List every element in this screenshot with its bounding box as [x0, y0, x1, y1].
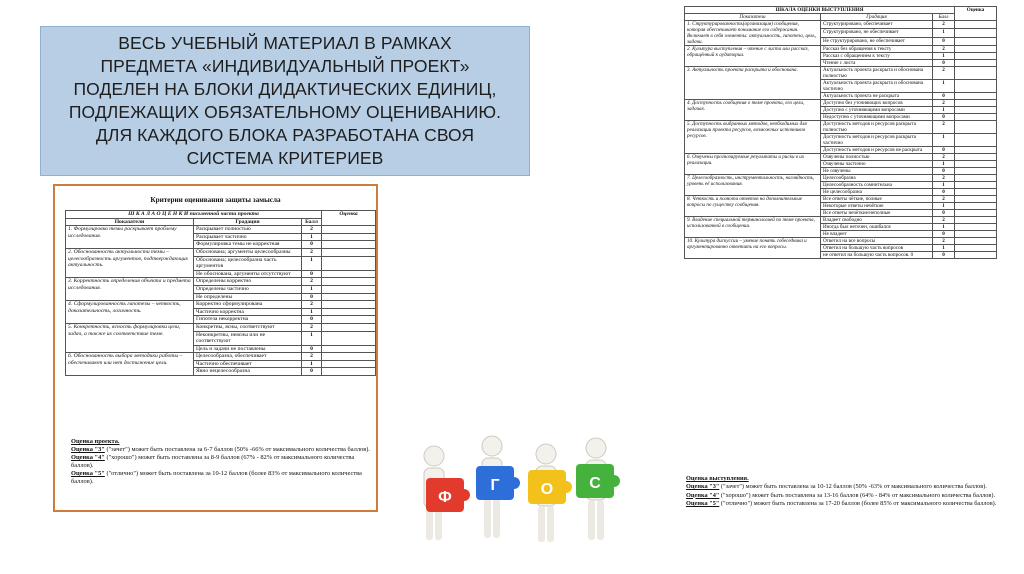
score-cell [955, 107, 997, 114]
score-cell [955, 203, 997, 210]
indicator-cell: 9. Владение специальной терминологией по теме проекта, использованной в сообщении. [685, 217, 821, 238]
table-row [66, 278, 376, 286]
score-cell [322, 345, 376, 353]
points-cell: 0 [933, 37, 955, 45]
gradation-cell: Недоступно с уточняющими вопросами [821, 114, 933, 121]
puzzle-knob [508, 477, 520, 489]
points-cell: 2 [933, 21, 955, 29]
gradation-cell: Структурировано, обеспечивает [821, 21, 933, 29]
score-cell [955, 175, 997, 182]
points-cell: 2 [302, 353, 322, 361]
gradation-cell: Не структурировано, не обеспечивает [821, 37, 933, 45]
gradation-cell: Раскрывает частично [194, 233, 302, 241]
points-cell: 1 [933, 80, 955, 93]
indicator-cell: 1. Формулировка темы раскрывает проблему исследования. [66, 226, 194, 249]
score-cell [322, 278, 376, 286]
indicator-cell: 6. Обоснованность выбора методики работы – обеспечивают или нет достижение цели. [66, 353, 194, 376]
banner-line: ПОДЕЛЕН НА БЛОКИ ДИДАКТИЧЕСКИХ ЕДИНИЦ, [73, 79, 497, 99]
points-cell: 2 [302, 301, 322, 309]
indicator-cell: 3. Корректность определения объекта и предмета исследования. [66, 278, 194, 301]
indicator-cell: 4. Доступность сообщения о теме проекта, его цели, задачах. [685, 100, 821, 121]
score-cell [322, 301, 376, 309]
grade-label: Оценка "5" [686, 499, 720, 507]
score-cell [955, 114, 997, 121]
gradation-cell: Не целесообразна [821, 189, 933, 196]
points-cell: 0 [933, 189, 955, 196]
grade-note [686, 500, 998, 508]
table-row [685, 175, 997, 182]
score-cell [955, 93, 997, 100]
presentation-criteria-document [682, 4, 1000, 544]
indicator-cell: 4. Сформулированность гипотезы – четкость, доказательность, логичность. [66, 301, 194, 324]
gradation-cell: Обоснована; аргументы целесообразны [194, 248, 302, 256]
grade-note [686, 492, 998, 500]
gradation-cell: Явно нецелесообразна [194, 368, 302, 376]
puzzle-letter: Г [490, 477, 500, 494]
gradation-cell: Актуальность проекта не раскрыта [821, 93, 933, 100]
score-column-header: Оценка [322, 211, 376, 226]
score-cell [955, 245, 997, 252]
score-cell [955, 154, 997, 161]
score-cell [955, 21, 997, 29]
column-header: Балл [933, 14, 955, 21]
gradation-cell: Конкретны, ясны, соответствуют [194, 323, 302, 331]
gradation-cell: Иногда был неточен, ошибался [821, 224, 933, 231]
gradation-cell: Гипотеза некорректна [194, 316, 302, 324]
points-cell: 0 [933, 231, 955, 238]
points-cell: 1 [933, 224, 955, 231]
score-cell [955, 217, 997, 224]
info-banner [40, 26, 530, 176]
presentation-table-container [684, 6, 996, 259]
score-cell [322, 270, 376, 278]
criteria-table [65, 210, 376, 376]
puzzle-knob [608, 475, 620, 487]
indicator-cell: 6. Озвучены прогнозируемые результаты и риски в их реализации. [685, 154, 821, 175]
score-cell [322, 353, 376, 361]
score-cell [955, 53, 997, 60]
score-cell [322, 226, 376, 234]
points-cell: 1 [302, 331, 322, 345]
score-cell [955, 29, 997, 37]
gradation-cell: Владеет свободно [821, 217, 933, 224]
puzzle-letter: С [589, 475, 601, 492]
grade-text: ("зачет") может быть поставлена за 6-7 баллов (50% -66% от максимального количества баллов). [104, 446, 370, 453]
indicator-cell: 2. Культура выступления – чтение с листа или рассказ, обращённый к аудитории. [685, 46, 821, 67]
score-cell [955, 168, 997, 175]
grade-note [71, 454, 371, 470]
table-row [66, 323, 376, 331]
table-row [685, 21, 997, 29]
points-cell: 1 [302, 308, 322, 316]
gradation-cell: Не обоснована, аргументы отсутствуют [194, 270, 302, 278]
points-cell: 0 [933, 210, 955, 217]
gradation-cell: Актуальность проекта раскрыта и обоснована частично [821, 80, 933, 93]
points-cell: 1 [933, 29, 955, 37]
score-cell [322, 360, 376, 368]
grade-label: Оценка "3" [71, 446, 105, 453]
points-cell: 0 [933, 114, 955, 121]
score-cell [955, 60, 997, 67]
gradation-cell: Целесообразна [821, 175, 933, 182]
score-cell [955, 100, 997, 107]
points-cell: 2 [933, 217, 955, 224]
score-cell [322, 248, 376, 256]
points-cell: 2 [933, 175, 955, 182]
gradation-cell: Частично обеспечивает [194, 360, 302, 368]
table-row [685, 67, 997, 80]
points-cell: 0 [933, 147, 955, 154]
points-cell: 1 [933, 134, 955, 147]
table-row [66, 353, 376, 361]
gradation-cell: Структурировано, не обеспечивает [821, 29, 933, 37]
gradation-cell: Целесообразна, обеспечивает [194, 353, 302, 361]
score-cell [955, 134, 997, 147]
banner-line: ДЛЯ КАЖДОГО БЛОКА РАЗРАБОТАНА СВОЯ [95, 125, 475, 145]
points-cell: 1 [933, 245, 955, 252]
table-row [66, 248, 376, 256]
score-cell [955, 37, 997, 45]
gradation-cell: Рассказ с обращением к тексту [821, 53, 933, 60]
gradation-cell: Целесообразность сомнительна [821, 182, 933, 189]
notes-title: Оценка выступления. [686, 475, 749, 482]
grade-label: Оценка "4" [686, 491, 720, 499]
banner-line: СИСТЕМА КРИТЕРИЕВ [186, 148, 384, 168]
written-part-criteria-document [53, 184, 378, 512]
gradation-cell: Раскрывает полностью [194, 226, 302, 234]
score-cell [322, 323, 376, 331]
gradation-cell: Цель и задачи не поставлены [194, 345, 302, 353]
points-cell: 2 [302, 278, 322, 286]
score-cell [955, 121, 997, 134]
table-row [66, 301, 376, 309]
gradation-cell: Частично корректна [194, 308, 302, 316]
score-cell [955, 189, 997, 196]
score-cell [322, 308, 376, 316]
table-title: ШКАЛА ОЦЕНКИ ВЫСТУПЛЕНИЯ [685, 7, 955, 14]
column-header: Градация [194, 218, 302, 226]
score-cell [322, 331, 376, 345]
banner-text [61, 32, 509, 170]
gradation-cell: Определены корректно [194, 278, 302, 286]
points-cell: 2 [933, 238, 955, 245]
table-row [685, 196, 997, 203]
column-header: Показатели [66, 218, 194, 226]
gradation-cell: Не владеет [821, 231, 933, 238]
points-cell: 1 [302, 360, 322, 368]
gradation-cell: Ответил на все вопросы [821, 238, 933, 245]
indicator-cell: 1. Структурированность(организация) сообщения, которая обеспечивает понимание его содержания. Включает в себя элементы: актуальность, гипотеза, цель, задачи. [685, 21, 821, 46]
score-cell [955, 182, 997, 189]
gradation-cell: Формулировка темы не корректная [194, 241, 302, 249]
indicator-cell: 3. Актуальность проекта раскрыта и обоснована. [685, 67, 821, 100]
score-cell [322, 256, 376, 270]
score-cell [955, 196, 997, 203]
gradation-cell: Озвучены частично [821, 161, 933, 168]
gradation-cell: Все ответы чёткие, полные [821, 196, 933, 203]
table-row [685, 100, 997, 107]
grading-notes [686, 475, 998, 508]
grade-note [71, 470, 371, 486]
score-column-header: Оценка [955, 7, 997, 21]
points-cell: 1 [302, 233, 322, 241]
score-cell [955, 80, 997, 93]
points-cell: 1 [933, 182, 955, 189]
doc-title: Критерии оценивания защиты замысла [150, 196, 281, 204]
score-cell [955, 252, 997, 259]
gradation-cell: Неконкретны, неясны или не соответствуют [194, 331, 302, 345]
points-cell: 1 [933, 203, 955, 210]
points-cell: 0 [302, 293, 322, 301]
fgos-puzzle-illustration [404, 426, 624, 556]
puzzle-letter: Ф [438, 489, 452, 506]
points-cell: 1 [933, 53, 955, 60]
gradation-cell: Доступность методов и ресурсов раскрыта частично [821, 134, 933, 147]
indicator-cell: 7. Целесообразность, инструментальность, наглядность, уровень её использования. [685, 175, 821, 196]
table-row [685, 46, 997, 53]
gradation-cell: Доступно с уточняющими вопросами [821, 107, 933, 114]
indicator-cell: 10. Культура дискуссии – умение понять собеседника и аргументированно ответить на его вопросы. [685, 238, 821, 259]
gradation-cell: Доступность методов и ресурсов не раскрыта [821, 147, 933, 154]
score-cell [322, 233, 376, 241]
score-cell [955, 231, 997, 238]
points-cell: 1 [933, 107, 955, 114]
gradation-cell: Рассказ без обращения к тексту [821, 46, 933, 53]
grade-text: ("хорошо") может быть поставлена за 8-9 баллов (67% - 82% от максимального количества баллов). [71, 454, 355, 469]
gradation-cell: Не озвучены [821, 168, 933, 175]
gradation-cell: Чтение с листа [821, 60, 933, 67]
points-cell: 0 [302, 270, 322, 278]
grade-note [71, 446, 371, 454]
score-cell [955, 224, 997, 231]
grade-label: Оценка "3" [686, 483, 720, 491]
score-cell [322, 316, 376, 324]
banner-line: ВЕСЬ УЧЕБНЫЙ МАТЕРИАЛ В РАМКАХ [118, 33, 452, 53]
table-row [685, 238, 997, 245]
grade-text: ("отлично") может быть поставлена за 17-20 баллов (более 85% от максимального количества баллов). [719, 499, 997, 507]
score-cell [322, 241, 376, 249]
puzzle-knob [560, 481, 572, 493]
gradation-cell: Все ответы нечёткие/неполные [821, 210, 933, 217]
gradation-cell: Определены частично [194, 285, 302, 293]
grade-text: ("зачет") может быть поставлена за 10-12 баллов (50% -63% от максимального количества баллов). [719, 483, 987, 491]
gradation-cell: Некоторые ответы нечёткие [821, 203, 933, 210]
points-cell: 2 [933, 154, 955, 161]
gradation-cell: Актуальность проекта раскрыта и обоснована полностью [821, 67, 933, 80]
score-cell [955, 147, 997, 154]
banner-line: ПРЕДМЕТА «ИНДИВИДУАЛЬНЫЙ ПРОЕКТ» [100, 56, 470, 76]
points-cell: 0 [933, 252, 955, 259]
grade-text: ("отлично") может быть поставлена за 10-12 баллов (более 83% от максимального количества баллов). [71, 470, 362, 485]
column-header: Показатели [685, 14, 821, 21]
gradation-cell: Доступно без уточняющих вопросов [821, 100, 933, 107]
points-cell: 2 [302, 323, 322, 331]
grade-label: Оценка "5" [71, 470, 105, 477]
table-row [66, 226, 376, 234]
puzzle-knob [458, 489, 470, 501]
column-header: Балл [302, 218, 322, 226]
score-cell [322, 293, 376, 301]
points-cell: 0 [302, 316, 322, 324]
points-cell: 2 [933, 67, 955, 80]
score-cell [955, 46, 997, 53]
score-cell [322, 285, 376, 293]
score-cell [955, 210, 997, 217]
points-cell: 0 [933, 168, 955, 175]
notes-title: Оценка проекта. [71, 438, 120, 445]
grading-notes [71, 438, 371, 486]
grade-text: ("хорошо") может быть поставлена за 13-16 баллов (64% - 84% от максимального количества баллов). [719, 491, 996, 499]
points-cell: 2 [302, 248, 322, 256]
table-title: Ш К А Л А О Ц Е Н К И письменной части проекта [66, 211, 322, 219]
points-cell: 1 [302, 285, 322, 293]
points-cell: 0 [933, 93, 955, 100]
gradation-cell: Корректно сформулирована [194, 301, 302, 309]
gradation-cell: Не определены [194, 293, 302, 301]
points-cell: 0 [302, 345, 322, 353]
points-cell: 2 [933, 196, 955, 203]
gradation-cell: Доступность методов и ресурсов раскрыта полностью [821, 121, 933, 134]
points-cell: 1 [933, 161, 955, 168]
gradation-cell: Ответил на большую часть вопросов [821, 245, 933, 252]
table-row [685, 217, 997, 224]
table-row [685, 121, 997, 134]
indicator-cell: 8. Четкость и полнота ответов на дополнительные вопросы по существу сообщения. [685, 196, 821, 217]
points-cell: 2 [933, 46, 955, 53]
points-cell: 2 [933, 100, 955, 107]
column-header: Градация [821, 14, 933, 21]
score-cell [955, 67, 997, 80]
puzzle-letter: О [540, 481, 554, 498]
grade-label: Оценка "4" [71, 454, 105, 461]
points-cell: 0 [933, 60, 955, 67]
gradation-cell: не ответил на большую часть вопросов. 0 [821, 252, 933, 259]
points-cell: 0 [302, 368, 322, 376]
score-cell [955, 238, 997, 245]
score-cell [322, 368, 376, 376]
points-cell: 0 [302, 241, 322, 249]
score-cell [955, 161, 997, 168]
indicator-cell: 5. Доступность выбранных методов, необходимых для реализации проекта ресурсов, возможных источников ресурсов. [685, 121, 821, 154]
points-cell: 1 [302, 256, 322, 270]
gradation-cell: Озвучены полностью [821, 154, 933, 161]
banner-line: ПОДЛЕЖАЩИХ ОБЯЗАТЕЛЬНОМУ ОЦЕНИВАНИЮ. [68, 102, 502, 122]
indicator-cell: 5. Конкретность, ясность формулировки цели, задач, а также их соответствие теме. [66, 323, 194, 352]
grade-note [686, 483, 998, 491]
criteria-table-container [65, 210, 375, 376]
table-row [685, 154, 997, 161]
points-cell: 2 [933, 121, 955, 134]
presentation-table [684, 6, 997, 259]
points-cell: 2 [302, 226, 322, 234]
gradation-cell: Обоснована; целесообразна часть аргументов [194, 256, 302, 270]
indicator-cell: 2. Обоснованность актуальности темы – целесообразность аргументов, подтверждающих актуальность. [66, 248, 194, 277]
